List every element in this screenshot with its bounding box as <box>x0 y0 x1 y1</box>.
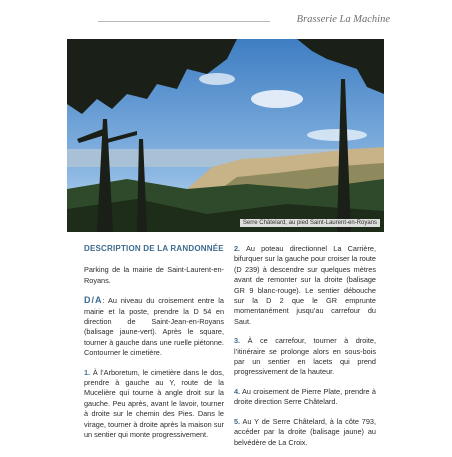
step-4-paragraph <box>234 387 376 408</box>
step-5-number: 5. <box>234 416 241 426</box>
step-3-number: 3. <box>234 336 241 346</box>
step-2-paragraph <box>234 244 376 327</box>
cloud <box>199 73 235 85</box>
landscape-photo <box>67 39 384 232</box>
step-2-number: 2. <box>234 244 241 253</box>
step-4-number: 4. <box>234 386 241 396</box>
step-4-text: Au croisement de Pierre Plate, prendre à droite direction Serre Châtelard. <box>234 386 376 407</box>
step-3-paragraph <box>234 336 376 378</box>
cloud <box>307 129 367 141</box>
right-column <box>234 244 376 457</box>
running-header-title: Brasserie La Machine <box>296 14 390 25</box>
da-label: D/A <box>84 295 103 306</box>
da-paragraph <box>84 295 224 358</box>
cloud <box>251 90 303 108</box>
step-5-paragraph <box>234 417 376 448</box>
header-rule <box>98 21 270 22</box>
step-1-paragraph <box>84 368 224 441</box>
photo-caption: Serre Châtelard, au pied Saint-Laurent-en-Royans <box>240 219 380 227</box>
step-2-text: Au poteau directionnel La Carrière, bifurquer sur la gauche pour croiser la route (D 239) à descendre sur quelques mètres avant de remonter sur la droite (balisage GR 9 blanc-rouge). Le sentier débouche sur la D 2 que le GR emprunte momentanément jusqu’au carrefour du Saut. <box>234 244 377 326</box>
step-3-text: À ce carrefour, tourner à droite, l’itinéraire se prolonge alors en sous-bois par un sentier en lacets qui prend progressivement de la hauteur. <box>234 336 376 377</box>
left-column <box>84 244 224 450</box>
step-1-number: 1. <box>84 367 91 377</box>
parking-paragraph: Parking de la mairie de Saint-Laurent-en-Royans. <box>84 265 224 285</box>
section-title: DESCRIPTION DE LA RANDONNÉE <box>84 244 224 253</box>
step-5-text: Au Y de Serre Châtelard, à la côte 793, accéder par la droite (balisage jaune) au belvédère de La Croix. <box>234 416 376 447</box>
step-1-text: À l’Arboretum, le cimetière dans le dos, prendre à gauche au Y, route de la Mucelière qui tourne à angle droit sur la gauche. Peu après, avant le lavoir, tourner à droite sur le chemin des Pies. Dans le virage, tourner à droite après la maison sur un sentier qui monte progressivement. <box>84 367 224 440</box>
da-text: : Au niveau du croisement entre la mairie et la poste, prendre la D 54 en direction de Saint-Jean-en-Royans (balisage jaune-vert). Après le square, tourner à gauche dans une ruelle piétonne. Contourner le cimetière. <box>84 296 224 358</box>
